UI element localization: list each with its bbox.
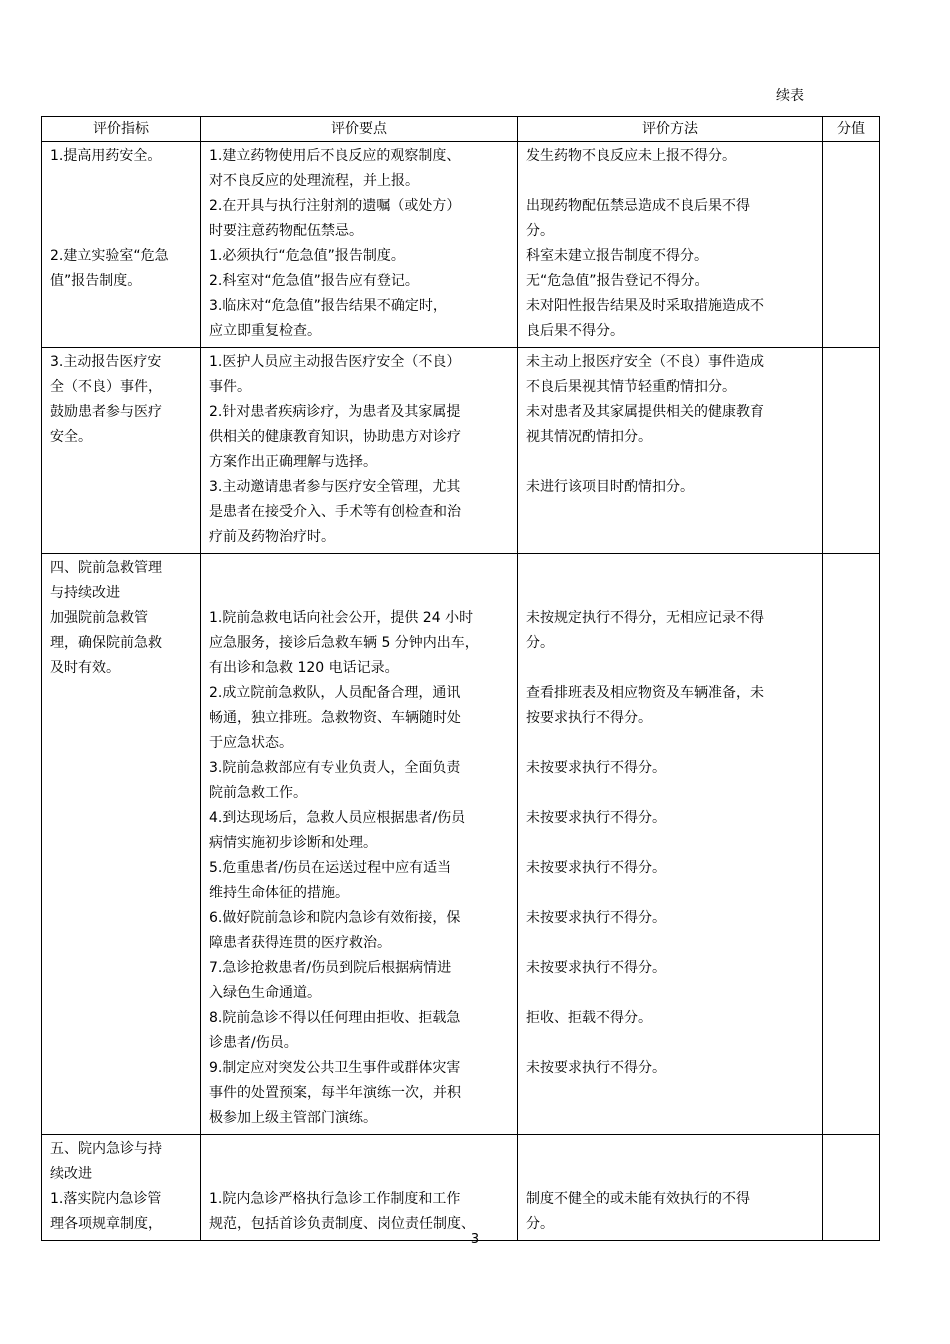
text-line: 院前急救工作。	[209, 785, 307, 801]
text-line: 障患者获得连贯的医疗救治。	[209, 935, 391, 951]
text-line: 2.在开具与执行注射剂的遗嘱（或处方）	[209, 198, 461, 214]
text-line	[50, 194, 192, 219]
table-row	[42, 142, 880, 348]
text-line: 2.成立院前急救队，人员配备合理，通讯	[209, 685, 461, 701]
text-line: 未对阳性报告结果及时采取措施造成不	[526, 298, 764, 314]
text-line	[526, 731, 814, 756]
table-row	[42, 1135, 880, 1241]
text-line: 有出诊和急救 120 电话记录。	[209, 660, 399, 676]
score-cell	[823, 348, 880, 554]
text-line: 五、院内急诊与持	[50, 1141, 162, 1157]
text-line: 3.主动报告医疗安	[50, 354, 162, 370]
table-row	[42, 348, 880, 554]
text-line: 2.针对患者疾病诊疗，为患者及其家属提	[209, 404, 461, 420]
text-line: 未按要求执行不得分。	[526, 1060, 666, 1076]
text-line: 不良后果视其情节轻重酌情扣分。	[526, 379, 736, 395]
text-line: 2.科室对“危急值”报告应有登记。	[209, 273, 419, 289]
text-line: 四、院前急救管理	[50, 560, 162, 576]
header-method: 评价方法	[518, 117, 823, 142]
text-line: 6.做好院前急诊和院内急诊有效衔接，保	[209, 910, 461, 926]
indicator-cell	[42, 142, 201, 348]
text-line	[526, 581, 814, 606]
text-line	[526, 556, 814, 581]
text-line: 事件。	[209, 379, 251, 395]
text-line: 供相关的健康教育知识，协助患方对诊疗	[209, 429, 461, 445]
text-line: 5.危重患者/伤员在运送过程中应有适当	[209, 860, 452, 876]
text-line	[526, 831, 814, 856]
text-line: 维持生命体征的措施。	[209, 885, 349, 901]
text-line: 未按要求执行不得分。	[526, 860, 666, 876]
text-line: 未按要求执行不得分。	[526, 810, 666, 826]
text-line: 畅通，独立排班。急救物资、车辆随时处	[209, 710, 461, 726]
table-header-row	[42, 117, 880, 142]
text-line: 入绿色生命通道。	[209, 985, 321, 1001]
text-line	[526, 1031, 814, 1056]
text-line: 于应急状态。	[209, 735, 293, 751]
text-line: 及时有效。	[50, 660, 120, 676]
text-line: 无“危急值”报告登记不得分。	[526, 273, 709, 289]
table-row	[42, 554, 880, 1135]
text-line: 分。	[526, 223, 554, 239]
text-line: 7.急诊抢救患者/伤员到院后根据病情进	[209, 960, 452, 976]
text-line: 良后果不得分。	[526, 323, 624, 339]
text-line: 发生药物不良反应未上报不得分。	[526, 148, 736, 164]
text-line: 1.院前急救电话向社会公开，提供 24 小时	[209, 610, 474, 626]
text-line: 3.院前急救部应有专业负责人，全面负责	[209, 760, 461, 776]
text-line	[526, 450, 814, 475]
method-cell	[518, 554, 823, 1135]
text-line	[526, 1162, 814, 1187]
text-line: 1.医护人员应主动报告医疗安全（不良）	[209, 354, 461, 370]
points-cell	[201, 348, 518, 554]
text-line: 视其情况酌情扣分。	[526, 429, 652, 445]
text-line: 出现药物配伍禁忌造成不良后果不得	[526, 198, 750, 214]
indicator-cell	[42, 348, 201, 554]
text-line: 1.院内急诊严格执行急诊工作制度和工作	[209, 1191, 461, 1207]
text-line: 值”报告制度。	[50, 273, 142, 289]
text-line: 3.主动邀请患者参与医疗安全管理，尤其	[209, 479, 461, 495]
text-line	[209, 581, 509, 606]
text-line: 查看排班表及相应物资及车辆准备，未	[526, 685, 764, 701]
text-line: 事件的处置预案，每半年演练一次，并积	[209, 1085, 461, 1101]
text-line: 全（不良）事件，	[50, 379, 162, 395]
text-line: 病情实施初步诊断和处理。	[209, 835, 377, 851]
text-line: 续改进	[50, 1166, 92, 1182]
continuation-label: 续表	[776, 88, 804, 104]
text-line: 未进行该项目时酌情扣分。	[526, 479, 694, 495]
evaluation-table	[41, 116, 880, 1241]
method-cell	[518, 1135, 823, 1241]
text-line: 安全。	[50, 429, 92, 445]
text-line: 诊患者/伤员。	[209, 1035, 298, 1051]
text-line: 拒收、拒载不得分。	[526, 1010, 652, 1026]
text-line: 科室未建立报告制度不得分。	[526, 248, 708, 264]
text-line: 对不良反应的处理流程，并上报。	[209, 173, 419, 189]
text-line: 8.院前急诊不得以任何理由拒收、拒载急	[209, 1010, 461, 1026]
text-line: 4.到达现场后，急救人员应根据患者/伤员	[209, 810, 466, 826]
text-line: 分。	[526, 1216, 554, 1232]
text-line: 1.建立药物使用后不良反应的观察制度、	[209, 148, 461, 164]
text-line: 未按规定执行不得分，无相应记录不得	[526, 610, 764, 626]
indicator-cell	[42, 554, 201, 1135]
text-line: 1.提高用药安全。	[50, 148, 162, 164]
text-line: 1.落实院内急诊管	[50, 1191, 162, 1207]
points-cell	[201, 1135, 518, 1241]
text-line: 方案作出正确理解与选择。	[209, 454, 377, 470]
text-line	[526, 169, 814, 194]
text-line: 9.制定应对突发公共卫生事件或群体灾害	[209, 1060, 461, 1076]
text-line	[526, 981, 814, 1006]
text-line	[526, 656, 814, 681]
text-line	[526, 781, 814, 806]
text-line	[50, 169, 192, 194]
text-line: 加强院前急救管	[50, 610, 148, 626]
text-line	[526, 931, 814, 956]
score-cell	[823, 554, 880, 1135]
text-line: 制度不健全的或未能有效执行的不得	[526, 1191, 750, 1207]
text-line	[209, 1137, 509, 1162]
text-line: 未对患者及其家属提供相关的健康教育	[526, 404, 764, 420]
text-line: 是患者在接受介入、手术等有创检查和治	[209, 504, 461, 520]
text-line	[209, 556, 509, 581]
text-line	[526, 1137, 814, 1162]
text-line: 未按要求执行不得分。	[526, 760, 666, 776]
text-line: 与持续改进	[50, 585, 120, 601]
text-line: 应急服务，接诊后急救车辆 5 分钟内出车，	[209, 635, 479, 651]
text-line: 按要求执行不得分。	[526, 710, 652, 726]
text-line	[526, 881, 814, 906]
points-cell	[201, 142, 518, 348]
text-line	[50, 219, 192, 244]
header-score: 分值	[823, 117, 880, 142]
text-line: 未按要求执行不得分。	[526, 960, 666, 976]
method-cell	[518, 348, 823, 554]
header-indicator: 评价指标	[42, 117, 201, 142]
indicator-cell	[42, 1135, 201, 1241]
points-cell	[201, 554, 518, 1135]
text-line: 分。	[526, 635, 554, 651]
method-cell	[518, 142, 823, 348]
text-line: 疗前及药物治疗时。	[209, 529, 335, 545]
text-line: 应立即重复检查。	[209, 323, 321, 339]
page-number: 3	[470, 1232, 480, 1247]
text-line: 未按要求执行不得分。	[526, 910, 666, 926]
text-line: 规范，包括首诊负责制度、岗位责任制度、	[209, 1216, 475, 1232]
text-line: 时要注意药物配伍禁忌。	[209, 223, 363, 239]
score-cell	[823, 1135, 880, 1241]
text-line: 2.建立实验室“危急	[50, 248, 169, 264]
text-line	[209, 1162, 509, 1187]
text-line: 未主动上报医疗安全（不良）事件造成	[526, 354, 764, 370]
text-line: 理各项规章制度，	[50, 1216, 162, 1232]
header-points: 评价要点	[201, 117, 518, 142]
text-line: 极参加上级主管部门演练。	[209, 1110, 377, 1126]
text-line: 理，确保院前急救	[50, 635, 162, 651]
score-cell	[823, 142, 880, 348]
text-line: 鼓励患者参与医疗	[50, 404, 162, 420]
text-line: 3.临床对“危急值”报告结果不确定时，	[209, 298, 447, 314]
text-line: 1.必须执行“危急值”报告制度。	[209, 248, 405, 264]
